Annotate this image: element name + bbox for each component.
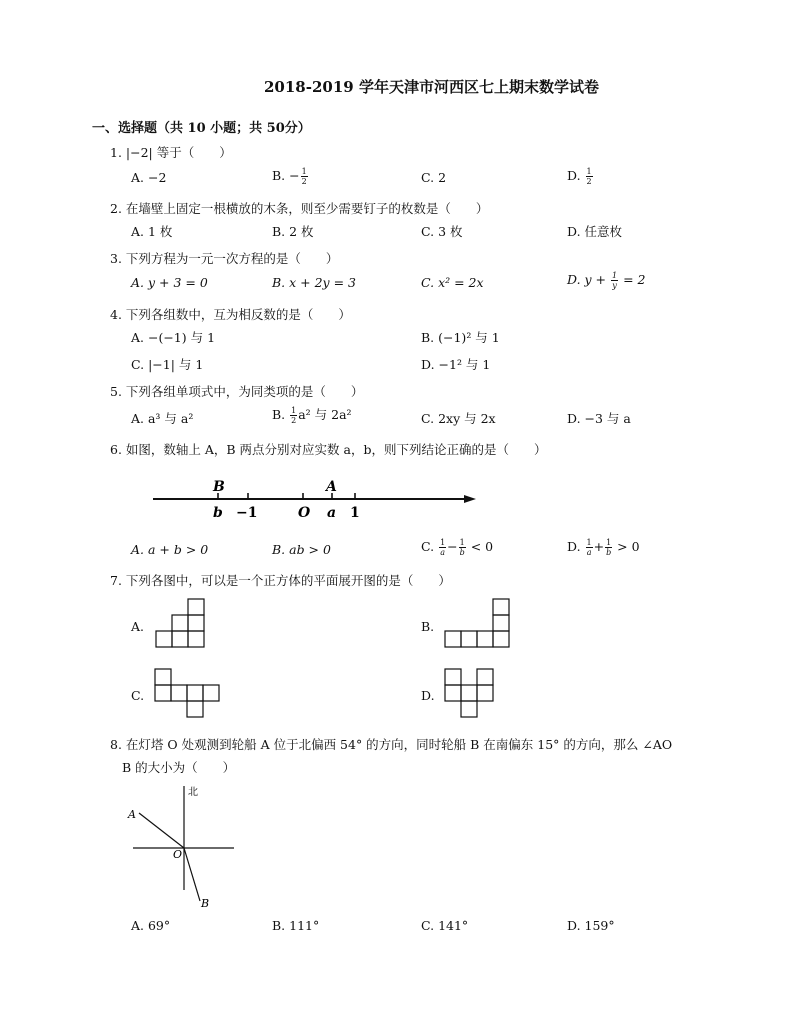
ship-b-label: B (201, 897, 210, 910)
question-3-stem: 3. 下列方程为一元一次方程的是（ ） (110, 251, 339, 266)
q1-option-b: B. − $\frac{1}{2}$ (272, 167, 307, 186)
net-d-figure (443, 668, 495, 720)
net-a-figure (154, 598, 206, 650)
tick-1: 1 (350, 505, 360, 521)
q6-option-b: B. ab > 0 (272, 542, 331, 557)
q7-option-b: B. (421, 619, 435, 634)
section-heading: 一、选择题（共 10 小题；共 50分） (92, 121, 311, 136)
q5-option-b: B. $\frac{1}{2}$ a² 与 2a² (272, 406, 352, 425)
q2-option-c: C. 3 枚 (421, 224, 463, 239)
north-label: 北 (188, 787, 198, 798)
q8-option-d: D. 159° (567, 918, 615, 933)
q7-option-d: D. (421, 688, 435, 703)
question-8-stem: 8. 在灯塔 O 处观测到轮船 A 位于北偏西 54° 的方向，同时轮船 B 在南偏东 15° 的方向，那么 ∠AO (110, 737, 673, 752)
q4-option-d: D. −1² 与 1 (421, 357, 491, 372)
q6-option-d: D. $\frac{1}{a}$ + $\frac{1}{b}$ > 0 (567, 538, 640, 557)
tick-b: b (213, 505, 223, 521)
q7-option-a: A. (131, 619, 145, 634)
q8-option-a: A. 69° (131, 918, 171, 933)
q4-option-c: C. |−1| 与 1 (131, 357, 204, 372)
question-5-stem: 5. 下列各组单项式中，为同类项的是（ ） (110, 384, 364, 399)
question-7-stem: 7. 下列各图中，可以是一个正方体的平面展开图的是（ ） (110, 573, 451, 588)
q2-option-b: B. 2 枚 (272, 224, 314, 239)
q8-option-b: B. 111° (272, 918, 320, 933)
q2-option-a: A. 1 枚 (131, 224, 173, 239)
q3-option-c: C. x² = 2x (421, 275, 484, 290)
q1-option-d: D. $\frac{1}{2}$ (567, 167, 592, 186)
q7-option-c: C. (131, 688, 145, 703)
lighthouse-o-label: O (173, 848, 183, 861)
number-line-figure (150, 474, 482, 522)
point-a-label: A (326, 479, 337, 495)
net-b-figure (443, 598, 511, 650)
net-c-figure (153, 668, 221, 720)
q1-option-c: C. 2 (421, 170, 447, 185)
tick-minus-1: −1 (236, 505, 258, 521)
question-8-stem-cont: B 的大小为（ ） (122, 760, 236, 775)
question-2-stem: 2. 在墙壁上固定一根横放的木条，则至少需要钉子的枚数是（ ） (110, 201, 489, 216)
compass-figure (120, 780, 240, 912)
q6-option-c: C. $\frac{1}{a}$ − $\frac{1}{b}$ < 0 (421, 538, 494, 557)
tick-origin: O (298, 505, 311, 521)
q3-option-a: A. y + 3 = 0 (131, 275, 208, 290)
q3-option-d: D. y + $\frac{1}{y}$ = 2 (567, 271, 646, 290)
page-title: 2018-2019 学年天津市河西区七上期末数学试卷 (264, 78, 599, 96)
question-6-stem: 6. 如图，数轴上 A，B 两点分别对应实数 a，b，则下列结论正确的是（ ） (110, 442, 547, 457)
q5-option-d: D. −3 与 a (567, 411, 631, 426)
q5-option-a: A. a³ 与 a² (131, 411, 194, 426)
q5-option-c: C. 2xy 与 2x (421, 411, 496, 426)
q8-option-c: C. 141° (421, 918, 469, 933)
question-1-stem: 1. |−2| 等于（ ） (110, 145, 232, 160)
q1-option-a: A. −2 (131, 170, 167, 185)
ship-a-label: A (128, 808, 136, 821)
q6-option-a: A. a + b > 0 (131, 542, 209, 557)
q2-option-d: D. 任意枚 (567, 224, 623, 239)
question-4-stem: 4. 下列各组数中，互为相反数的是（ ） (110, 307, 351, 322)
q3-option-b: B. x + 2y = 3 (272, 275, 356, 290)
q4-option-b: B. (−1)² 与 1 (421, 330, 500, 345)
q4-option-a: A. −(−1) 与 1 (131, 330, 216, 345)
tick-a: a (327, 505, 337, 521)
point-b-label: B (213, 479, 225, 495)
